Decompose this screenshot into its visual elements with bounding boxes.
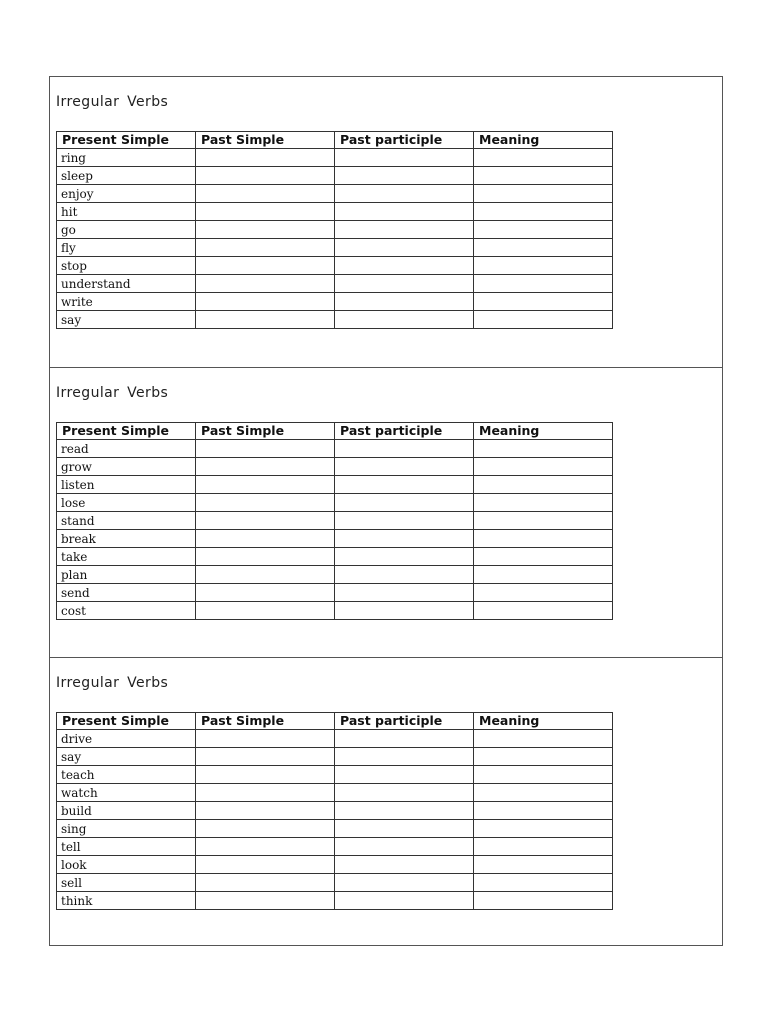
cell-meaning[interactable] — [474, 494, 613, 512]
cell-past-participle[interactable] — [335, 239, 474, 257]
cell-meaning[interactable] — [474, 802, 613, 820]
table-row — [57, 766, 613, 784]
cell-present-simple: hit — [57, 203, 196, 221]
cell-meaning[interactable] — [474, 293, 613, 311]
cell-past-simple[interactable] — [196, 602, 335, 620]
cell-present-simple: drive — [57, 730, 196, 748]
cell-meaning[interactable] — [474, 311, 613, 329]
cell-past-participle[interactable] — [335, 766, 474, 784]
cell-present-simple: stand — [57, 512, 196, 530]
cell-present-simple: listen — [57, 476, 196, 494]
cell-past-simple[interactable] — [196, 239, 335, 257]
table-row — [57, 311, 613, 329]
cell-meaning[interactable] — [474, 512, 613, 530]
cell-meaning[interactable] — [474, 239, 613, 257]
cell-past-simple[interactable] — [196, 820, 335, 838]
worksheet — [49, 76, 723, 946]
cell-past-simple[interactable] — [196, 748, 335, 766]
table-row — [57, 892, 613, 910]
cell-meaning[interactable] — [474, 892, 613, 910]
cell-present-simple: stop — [57, 257, 196, 275]
cell-present-simple: say — [57, 311, 196, 329]
cell-meaning[interactable] — [474, 221, 613, 239]
table-row — [57, 257, 613, 275]
table-row — [57, 748, 613, 766]
table-row — [57, 293, 613, 311]
table-row — [57, 548, 613, 566]
cell-present-simple: tell — [57, 838, 196, 856]
table-row — [57, 476, 613, 494]
cell-meaning[interactable] — [474, 440, 613, 458]
cell-past-simple[interactable] — [196, 856, 335, 874]
cell-meaning[interactable] — [474, 838, 613, 856]
cell-past-simple[interactable] — [196, 149, 335, 167]
column-header-meaning: Meaning — [474, 132, 613, 149]
cell-past-simple[interactable] — [196, 275, 335, 293]
cell-past-participle[interactable] — [335, 203, 474, 221]
cell-past-simple[interactable] — [196, 512, 335, 530]
cell-present-simple: read — [57, 440, 196, 458]
worksheet-section — [50, 657, 722, 947]
table-row — [57, 149, 613, 167]
cell-past-participle[interactable] — [335, 149, 474, 167]
table-row — [57, 802, 613, 820]
table-row — [57, 602, 613, 620]
cell-meaning[interactable] — [474, 275, 613, 293]
table-row — [57, 440, 613, 458]
cell-past-simple[interactable] — [196, 167, 335, 185]
table-row — [57, 730, 613, 748]
column-header-past-participle: Past participle — [335, 423, 474, 440]
cell-present-simple: teach — [57, 766, 196, 784]
cell-past-simple[interactable] — [196, 548, 335, 566]
column-header-past-participle: Past participle — [335, 132, 474, 149]
cell-meaning[interactable] — [474, 856, 613, 874]
verb-table — [56, 131, 613, 329]
table-row — [57, 784, 613, 802]
cell-past-participle[interactable] — [335, 476, 474, 494]
cell-meaning[interactable] — [474, 602, 613, 620]
cell-present-simple: take — [57, 548, 196, 566]
cell-present-simple: go — [57, 221, 196, 239]
cell-meaning[interactable] — [474, 784, 613, 802]
cell-past-participle[interactable] — [335, 602, 474, 620]
table-row — [57, 838, 613, 856]
verb-table — [56, 712, 613, 910]
column-header-past-participle: Past participle — [335, 713, 474, 730]
cell-present-simple: enjoy — [57, 185, 196, 203]
table-row — [57, 530, 613, 548]
cell-past-participle[interactable] — [335, 221, 474, 239]
table-row — [57, 203, 613, 221]
cell-past-simple[interactable] — [196, 802, 335, 820]
cell-past-participle[interactable] — [335, 802, 474, 820]
cell-past-participle[interactable] — [335, 530, 474, 548]
cell-past-simple[interactable] — [196, 293, 335, 311]
cell-past-simple[interactable] — [196, 584, 335, 602]
section-title: Irregular Verbs — [56, 385, 169, 401]
cell-present-simple: sleep — [57, 167, 196, 185]
cell-past-participle[interactable] — [335, 458, 474, 476]
cell-meaning[interactable] — [474, 874, 613, 892]
cell-present-simple: plan — [57, 566, 196, 584]
cell-past-participle[interactable] — [335, 185, 474, 203]
table-header-row — [57, 713, 613, 730]
cell-past-simple[interactable] — [196, 730, 335, 748]
cell-past-simple[interactable] — [196, 766, 335, 784]
cell-present-simple: build — [57, 802, 196, 820]
cell-past-participle[interactable] — [335, 730, 474, 748]
cell-past-participle[interactable] — [335, 548, 474, 566]
cell-past-participle[interactable] — [335, 257, 474, 275]
column-header-meaning: Meaning — [474, 713, 613, 730]
cell-meaning[interactable] — [474, 149, 613, 167]
cell-meaning[interactable] — [474, 458, 613, 476]
table-row — [57, 512, 613, 530]
cell-meaning[interactable] — [474, 185, 613, 203]
cell-present-simple: lose — [57, 494, 196, 512]
table-row — [57, 221, 613, 239]
cell-past-simple[interactable] — [196, 892, 335, 910]
worksheet-section — [50, 77, 722, 367]
cell-past-simple[interactable] — [196, 185, 335, 203]
column-header-past-simple: Past Simple — [196, 423, 335, 440]
cell-present-simple: grow — [57, 458, 196, 476]
cell-present-simple: ring — [57, 149, 196, 167]
cell-present-simple: sell — [57, 874, 196, 892]
cell-past-simple[interactable] — [196, 784, 335, 802]
cell-past-participle[interactable] — [335, 440, 474, 458]
cell-past-simple[interactable] — [196, 530, 335, 548]
column-header-past-simple: Past Simple — [196, 713, 335, 730]
cell-past-simple[interactable] — [196, 257, 335, 275]
table-header-row — [57, 132, 613, 149]
cell-present-simple: sing — [57, 820, 196, 838]
cell-past-participle[interactable] — [335, 874, 474, 892]
cell-meaning[interactable] — [474, 203, 613, 221]
cell-present-simple: watch — [57, 784, 196, 802]
cell-past-participle[interactable] — [335, 820, 474, 838]
cell-past-simple[interactable] — [196, 440, 335, 458]
column-header-present-simple: Present Simple — [57, 132, 196, 149]
table-row — [57, 458, 613, 476]
cell-past-simple[interactable] — [196, 476, 335, 494]
cell-present-simple: send — [57, 584, 196, 602]
cell-past-participle[interactable] — [335, 584, 474, 602]
table-row — [57, 185, 613, 203]
table-row — [57, 820, 613, 838]
cell-meaning[interactable] — [474, 730, 613, 748]
column-header-past-simple: Past Simple — [196, 132, 335, 149]
table-row — [57, 566, 613, 584]
cell-past-participle[interactable] — [335, 892, 474, 910]
cell-past-participle[interactable] — [335, 784, 474, 802]
cell-meaning[interactable] — [474, 257, 613, 275]
cell-past-participle[interactable] — [335, 748, 474, 766]
cell-past-simple[interactable] — [196, 494, 335, 512]
cell-past-participle[interactable] — [335, 311, 474, 329]
cell-present-simple: cost — [57, 602, 196, 620]
cell-past-participle[interactable] — [335, 566, 474, 584]
cell-past-participle[interactable] — [335, 275, 474, 293]
section-title: Irregular Verbs — [56, 94, 169, 110]
cell-meaning[interactable] — [474, 530, 613, 548]
cell-meaning[interactable] — [474, 766, 613, 784]
cell-past-participle[interactable] — [335, 512, 474, 530]
cell-past-participle[interactable] — [335, 167, 474, 185]
table-row — [57, 856, 613, 874]
cell-meaning[interactable] — [474, 548, 613, 566]
cell-past-participle[interactable] — [335, 293, 474, 311]
cell-meaning[interactable] — [474, 748, 613, 766]
section-title: Irregular Verbs — [56, 675, 169, 691]
cell-present-simple: say — [57, 748, 196, 766]
column-header-present-simple: Present Simple — [57, 423, 196, 440]
table-row — [57, 167, 613, 185]
cell-past-simple[interactable] — [196, 838, 335, 856]
cell-present-simple: look — [57, 856, 196, 874]
cell-past-simple[interactable] — [196, 221, 335, 239]
cell-meaning[interactable] — [474, 476, 613, 494]
table-row — [57, 494, 613, 512]
cell-past-simple[interactable] — [196, 458, 335, 476]
cell-present-simple: fly — [57, 239, 196, 257]
table-row — [57, 275, 613, 293]
cell-past-participle[interactable] — [335, 856, 474, 874]
table-row — [57, 239, 613, 257]
cell-meaning[interactable] — [474, 566, 613, 584]
table-row — [57, 874, 613, 892]
table-row — [57, 584, 613, 602]
column-header-meaning: Meaning — [474, 423, 613, 440]
verb-table — [56, 422, 613, 620]
cell-present-simple: think — [57, 892, 196, 910]
cell-past-simple[interactable] — [196, 203, 335, 221]
table-header-row — [57, 423, 613, 440]
column-header-present-simple: Present Simple — [57, 713, 196, 730]
cell-past-participle[interactable] — [335, 494, 474, 512]
cell-present-simple: break — [57, 530, 196, 548]
cell-past-simple[interactable] — [196, 566, 335, 584]
cell-present-simple: understand — [57, 275, 196, 293]
cell-past-participle[interactable] — [335, 838, 474, 856]
cell-past-simple[interactable] — [196, 874, 335, 892]
cell-meaning[interactable] — [474, 820, 613, 838]
cell-past-simple[interactable] — [196, 311, 335, 329]
worksheet-section — [50, 367, 722, 657]
cell-meaning[interactable] — [474, 167, 613, 185]
cell-meaning[interactable] — [474, 584, 613, 602]
cell-present-simple: write — [57, 293, 196, 311]
